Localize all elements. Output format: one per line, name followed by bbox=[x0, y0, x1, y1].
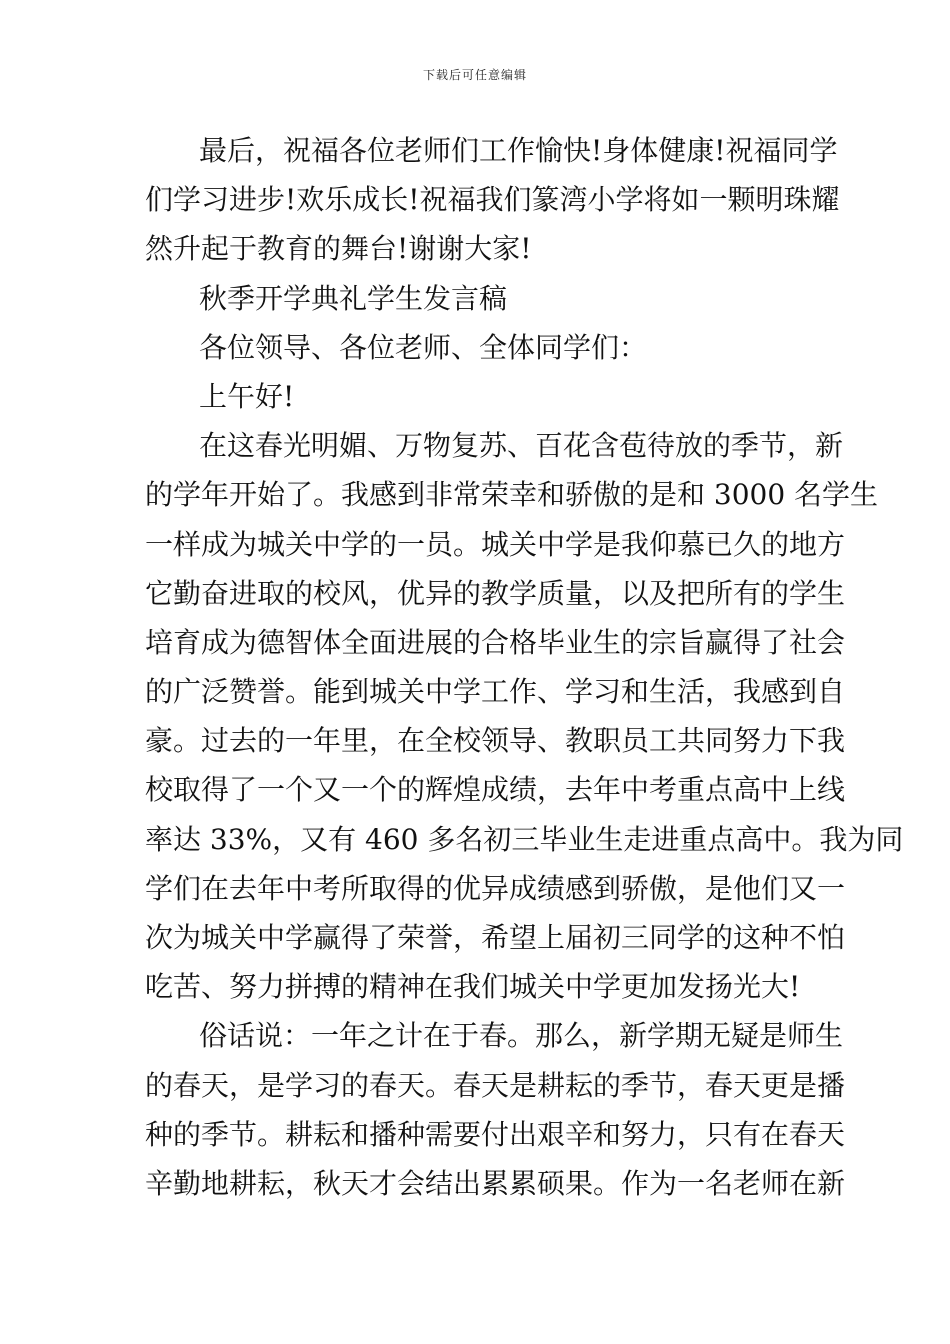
text-line: 它勤奋进取的校风，优异的教学质量，以及把所有的学生 bbox=[145, 576, 846, 610]
text-line: 最后，祝福各位老师们工作愉快!身体健康!祝福同学 bbox=[199, 134, 838, 167]
text-line: 次为城关中学赢得了荣誉，希望上届初三同学的这种不怕 bbox=[145, 921, 846, 954]
text-line: 俗话说：一年之计在于春。那么，新学期无疑是师生 bbox=[199, 1019, 844, 1053]
text-line: 然升起于教育的舞台!谢谢大家! bbox=[145, 232, 532, 266]
document-body bbox=[145, 126, 904, 1208]
text-line: 学们在去年中考所取得的优异成绩感到骄傲，是他们又一 bbox=[145, 871, 846, 905]
text-line: 豪。过去的一年里，在全校领导、教职员工共同努力下我 bbox=[145, 724, 846, 758]
page-header: 下载后可任意编辑 bbox=[422, 68, 527, 82]
text-line: 们学习进步!欢乐成长!祝福我们篆湾小学将如一颗明珠耀 bbox=[145, 183, 840, 217]
text-line: 在这春光明媚、万物复苏、百花含苞待放的季节，新 bbox=[199, 429, 844, 463]
text-line: 的学年开始了。我感到非常荣幸和骄傲的是和 3000 名学生 bbox=[145, 478, 879, 512]
text-line: 的春天，是学习的春天。春天是耕耘的季节，春天更是播 bbox=[145, 1068, 846, 1102]
text-line: 秋季开学典礼学生发言稿 bbox=[199, 281, 508, 315]
text-line: 培育成为德智体全面进展的合格毕业生的宗旨赢得了社会 bbox=[145, 625, 846, 659]
text-line: 的广泛赞誉。能到城关中学工作、学习和生活，我感到自 bbox=[145, 675, 846, 709]
text-line: 校取得了一个又一个的辉煌成绩，去年中考重点高中上线 bbox=[145, 773, 846, 807]
text-line: 各位领导、各位老师、全体同学们： bbox=[199, 330, 648, 364]
text-line: 种的季节。耕耘和播种需要付出艰辛和努力，只有在春天 bbox=[145, 1117, 846, 1151]
text-line: 吃苦、努力拼搏的精神在我们城关中学更加发扬光大! bbox=[145, 970, 801, 1004]
text-line: 一样成为城关中学的一员。城关中学是我仰慕已久的地方 bbox=[145, 527, 846, 561]
text-line: 上午好! bbox=[199, 379, 295, 413]
text-line: 辛勤地耕耘，秋天才会结出累累硕果。作为一名老师在新 bbox=[145, 1166, 846, 1200]
text-line: 率达 33%，又有 460 多名初三毕业生走进重点高中。我为同 bbox=[145, 822, 904, 856]
